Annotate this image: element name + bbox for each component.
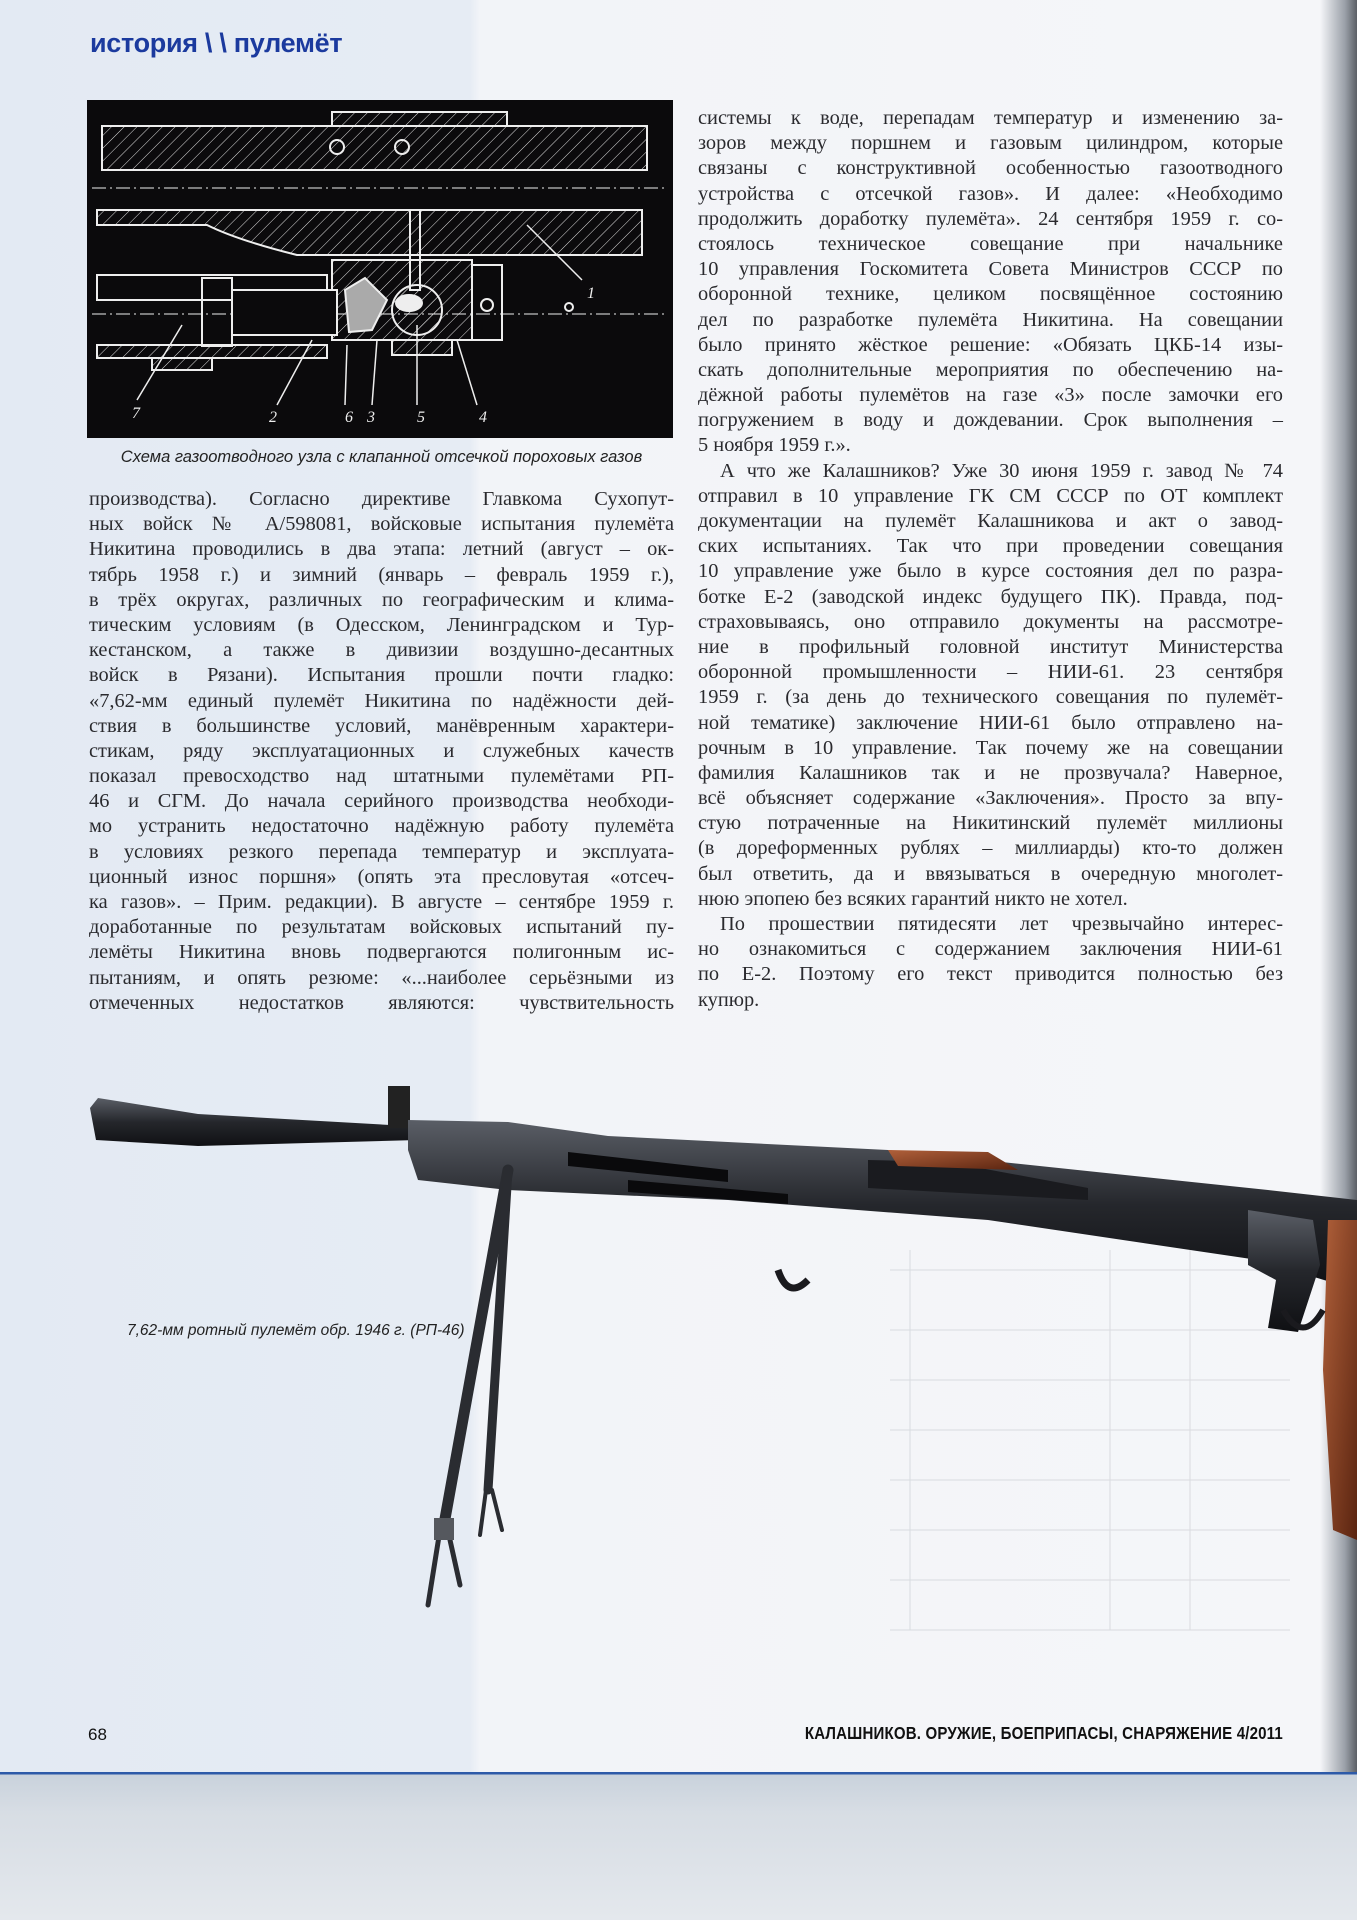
text-line: 10 управления Госкомитета Совета Министров СССР по xyxy=(698,258,1283,281)
text-line: тябрь 1958 г.) и зимний (январь – февраль 1959 г.), xyxy=(89,563,674,586)
text-line: Никитина проводились в два этапа: летний (август – ок- xyxy=(89,538,674,561)
text-line: ние в профильный головной институт Министерства xyxy=(698,635,1283,658)
text-line: связаны с конструктивной особенностью газоотводного xyxy=(698,157,1283,180)
text-line: рочным в 10 управление. Так почему же на совещании xyxy=(698,736,1283,759)
text-line: ных войск № А/598081, войсковые испытания пулемёта xyxy=(89,513,674,536)
text-line: оборонной технике, целиком посвящённое состоянию xyxy=(698,283,1283,306)
text-line: 1959 г. (за день до технического совещания по пулемёт- xyxy=(698,686,1283,709)
text-line: отмеченных недостатков являются: чувствительность xyxy=(89,991,674,1014)
text-line: доработанные по результатам войсковых испытаний пу- xyxy=(89,916,674,939)
text-line: но ознакомиться с содержанием заключения НИИ-61 xyxy=(698,938,1283,961)
machine-gun-photo xyxy=(88,1070,1357,1620)
diagram-drawing xyxy=(87,100,673,438)
part-label-6: 6 xyxy=(345,409,353,426)
barrel-upper-wall xyxy=(102,126,647,170)
section-title: история \ \ пулемёт xyxy=(90,28,343,58)
barrel xyxy=(90,1098,418,1146)
text-line: По прошествии пятидесяти лет чрезвычайно интерес- xyxy=(720,913,1283,935)
text-line: устройства с отсечкой газов». И далее: «Необходимо xyxy=(698,182,1283,205)
part-label-3: 3 xyxy=(367,409,375,426)
part-label-7: 7 xyxy=(132,405,140,422)
part-label-5: 5 xyxy=(417,409,425,426)
text-line: 10 управление уже было в курсе состояния дел по разра- xyxy=(698,560,1283,583)
text-line: 5 ноября 1959 г.». xyxy=(698,434,851,457)
text-line: (в дореформенных рублях – миллиарды) кто-то должен xyxy=(698,837,1283,860)
text-line: дел по разработке пулемёта Никитина. На совещании xyxy=(698,308,1283,331)
text-line: фамилия Калашников так и не прозвучала? Наверное, xyxy=(698,761,1283,784)
gas-system-diagram xyxy=(87,100,673,438)
text-line: по Е-2. Поэтому его текст приводится полностью без xyxy=(698,963,1283,986)
diagram-caption: Схема газоотводного узла с клапанной отсечкой пороховых газов xyxy=(120,448,643,466)
text-line: ционный износ поршня» (опять эта пресловутая «отсеч- xyxy=(89,865,674,888)
magazine-title: КАЛАШНИКОВ. ОРУЖИЕ, БОЕПРИПАСЫ, СНАРЯЖЕНИЕ 4/2011 xyxy=(804,1723,1283,1743)
receiver xyxy=(408,1120,1357,1290)
text-line: нюю эпопею без всяких гарантий никто не хотел. xyxy=(698,887,1128,910)
text-line: дёжной работы пулемётов на газе «3» после замочки его xyxy=(698,384,1283,407)
text-line: системы к воде, перепадам температур и изменению за- xyxy=(698,107,1283,129)
text-line: ских испытаниях. Так что при проведении совещания xyxy=(698,535,1283,558)
text-line: стую потраченные на Никитинский пулемёт миллионы xyxy=(698,812,1283,835)
part-label-1: 1 xyxy=(587,285,595,302)
text-line: ботке Е-2 (заводской индекс будущего ПК). Правда, под- xyxy=(698,585,1283,608)
text-line: скать дополнительные мероприятия по обеспечению на- xyxy=(698,358,1283,381)
text-line: было принято жёсткое решение: «Обязать ЦКБ-14 изы- xyxy=(698,333,1283,356)
text-line: ствия в большинстве условий, манёвренным характери- xyxy=(89,714,674,737)
text-line: в условиях резкого перепада температур и эксплуата- xyxy=(89,840,674,863)
text-line: в трёх округах, различных по географическим и клима- xyxy=(89,588,674,611)
text-line: производства). Согласно директиве Главкома Сухопут- xyxy=(89,488,674,510)
text-line: лемёты Никитина вновь подвергаются полигонным ис- xyxy=(89,941,674,964)
text-line: всё объясняет содержание «Заключения». Просто за впу- xyxy=(698,787,1283,810)
barrel-lower-wall xyxy=(97,210,642,255)
text-line: ка газов». – Прим. редакции). В августе – сентябре 1959 г. xyxy=(89,891,674,913)
text-line: 46 и СГМ. До начала серийного производства необходи- xyxy=(89,790,674,813)
text-line: пытаниям, и опять резюме: «...наиболее серьёзными из xyxy=(89,966,674,989)
text-line: зоров между поршнем и газовым цилиндром, которые xyxy=(698,132,1283,155)
text-line: оборонной промышленности – НИИ-61. 23 сентября xyxy=(698,661,1283,684)
bottom-scan-band xyxy=(0,1772,1357,1920)
text-line: стикам, ряду эксплуатационных и служебных качеств xyxy=(89,739,674,762)
text-line: ной тематике) заключение НИИ-61 было отправлено на- xyxy=(698,711,1283,734)
photo-caption: 7,62-мм ротный пулемёт обр. 1946 г. (РП-46) xyxy=(127,1322,465,1339)
right-text-column xyxy=(698,106,1283,1013)
buttstock xyxy=(1323,1220,1357,1540)
left-text-column xyxy=(89,487,674,1016)
rp46-machine-gun-image xyxy=(88,1070,1357,1620)
text-line: был ответить, да и ввязываться в очередную многолет- xyxy=(698,862,1283,885)
text-line: страховываясь, оно отправило документы на рассмотре- xyxy=(698,610,1283,633)
text-line: купюр. xyxy=(698,988,760,1011)
page-number: 68 xyxy=(88,1725,107,1744)
text-line: отправил в 10 управление ГК СМ СССР по ОТ комплект xyxy=(698,484,1283,507)
text-line: показал превосходство над штатными пулемётами РП- xyxy=(89,765,674,788)
text-line: стоялось техническое совещание при начальнике xyxy=(698,232,1283,255)
text-line: мо устранить недостаточно надёжную работу пулемёта xyxy=(89,815,674,838)
text-line: войск в Рязани). Испытания прошли почти гладко: xyxy=(89,664,674,687)
text-line: погружением в воду и дождевании. Срок выполнения – xyxy=(698,409,1283,432)
text-line: документации на пулемёт Калашникова и акт о завод- xyxy=(698,510,1283,532)
part-label-2: 2 xyxy=(269,409,277,426)
text-line: «7,62-мм единый пулемёт Никитина по надёжности дей- xyxy=(89,689,674,712)
text-line: продолжить доработку пулемёта». 24 сентября 1959 г. со- xyxy=(698,207,1283,230)
text-line: кестанском, а также в дивизии воздушно-десантных xyxy=(89,639,674,662)
text-line: А что же Калашников? Уже 30 июня 1959 г. завод № 74 xyxy=(720,459,1283,482)
text-line: тическим условиям (в Одесском, Ленинградском и Тур- xyxy=(89,613,674,636)
part-label-4: 4 xyxy=(479,409,487,426)
